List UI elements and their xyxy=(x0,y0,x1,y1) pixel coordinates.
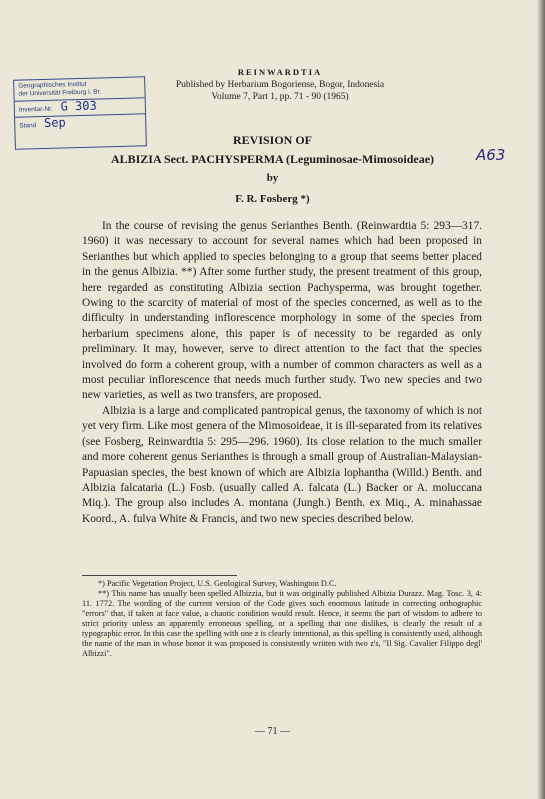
footnote-rule xyxy=(82,575,237,576)
stamp-stand-label: Stand xyxy=(19,122,37,130)
article-by: by xyxy=(266,172,279,184)
stamp-line-2: der Universität Freiburg i. Br. xyxy=(18,88,102,98)
footnotes xyxy=(82,579,482,659)
stamp-line-1: Geographisches Institut xyxy=(18,80,87,90)
article-title-line-2: ALBIZIA Sect. PACHYSPERMA (Leguminosae-Mimosoideae) xyxy=(110,152,435,166)
paragraph-1: In the course of revising the genus Serianthes Benth. (Reinwardtia 5: 293—317. 1960) it was necessary to account for several names which had been proposed in Serianthes but which applied to species belonging to a group that seems better placed in the genus Albizia. **) After some further study, the present treatment of this group, here regarded as constituting Albizia section Pachysperma, was brought together. Owing to the scarcity of material of most of the species concerned, as well as to the difficulty in understanding inflorescence morphology in some of the species from herbarium specimens alone, this paper is of necessity to be regarded as only preliminary. It may, however, serve to direct attention to the fact that the species involved do form a coherent group, with a number of common characters as well as a most peculiar inflorescence that needs much further study. Two new species and two new varieties, as well as two transfers, are proposed. xyxy=(82,220,482,402)
journal-publisher: Published by Herbarium Bogoriense, Bogor, Indonesia xyxy=(175,80,385,90)
paragraph-2: Albizia is a large and complicated pantropical genus, the taxonomy of which is not yet very firm. Like most genera of the Mimosoideae, it is ill-separated from its relatives (see Fosberg, Reinwardtia 5: 295—296. 1960). Its close relation to the much smaller and more coherent genus Serianthes is through a small group of Australian-Malaysian-Papuasian species, the best known of which are Albizia lophantha (Willd.) Benth. and Albizia falcataria (L.) Fosb. (usually called A. falcata (L.) Backer or A. moluccana Miq.). The group also includes A. montana (Jungh.) Benth. ex Miq., A. minahassae Koord., A. fulva White & Francis, and two new species described below. xyxy=(82,404,482,525)
article-author: F. R. Fosberg *) xyxy=(235,193,310,205)
page-number: — 71 — xyxy=(255,726,290,737)
article-body xyxy=(82,219,482,527)
stamp-stand-value: Sep xyxy=(43,115,66,130)
stamp-inventar-label: Inventar-Nr. xyxy=(18,105,53,114)
stamp-stand-row xyxy=(15,114,145,132)
journal-volume: Volume 7, Part 1, pp. 71 - 90 (1965) xyxy=(211,92,349,102)
handwritten-note: A63 xyxy=(476,146,506,164)
footnote-1: *) Pacific Vegetation Project, U.S. Geological Survey, Washington D.C. xyxy=(98,579,337,588)
journal-name: REINWARDTIA xyxy=(237,67,323,77)
page-edge-shadow xyxy=(537,0,545,799)
stamp-inventar-value: G 303 xyxy=(60,98,97,114)
footnote-2: **) This name has usually been spelled Albizzia, but it was originally published Albizia Durazz. Mag. Tosc. 3, 4: 11. 1772. The wording of the current version of the Code gives such enormous latitude in correcting orthographic "errors" that, if taken at face value, a chaotic condition would result. Hence, it seems the part of wisdom to adhere to strict priority unless an apparently erroneous spelling, or a spelling that one dislikes, is clearly the result of a typographic error. In this case the spelling with one z is clearly intentional, as this spelling is consistently used, although the name of the man in whose honor it was proposed is consistently written with two z's, "Il Sig. Cavalier Filippo degl' Albizzi". xyxy=(82,589,482,658)
article-title-line-1: REVISION OF xyxy=(232,133,312,147)
